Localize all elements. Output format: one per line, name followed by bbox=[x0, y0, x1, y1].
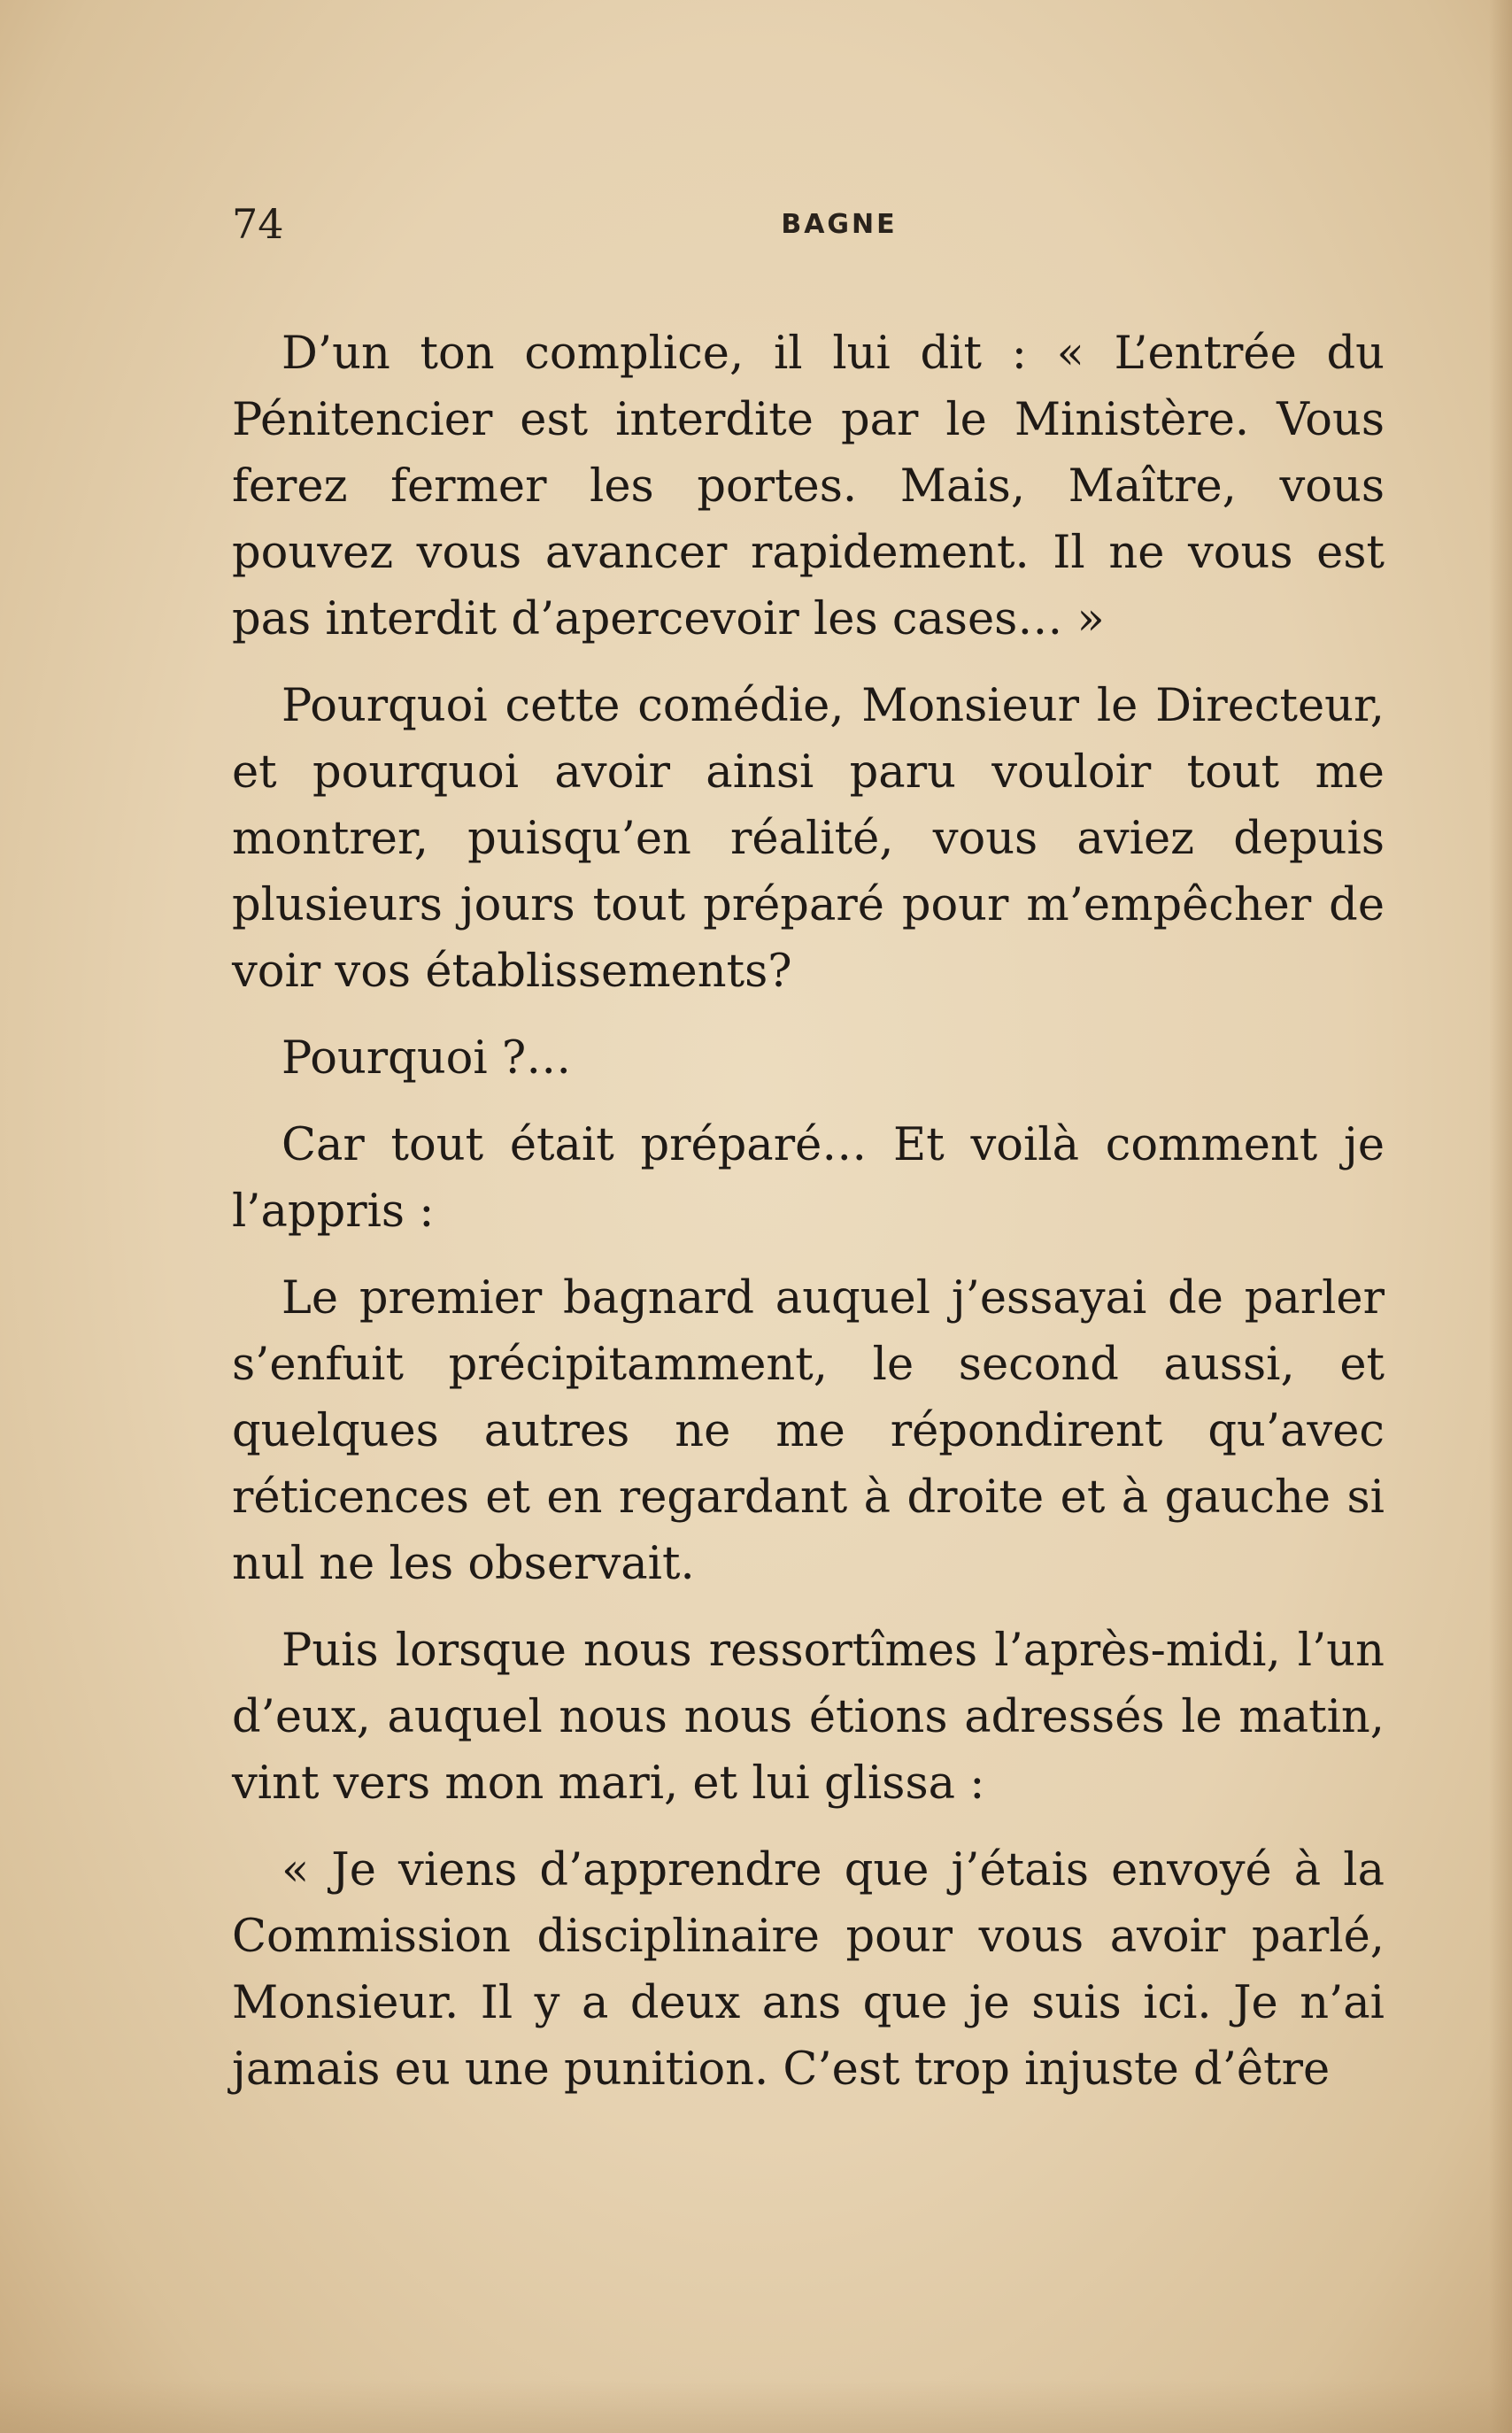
running-title: BAGNE bbox=[781, 209, 898, 240]
page-bottom-shadow bbox=[0, 2380, 1512, 2433]
page-edge-shadow bbox=[1489, 0, 1512, 2433]
paragraph: Puis lorsque nous ressortîmes l’après-midi, l’un d’eux, auquel nous nous étions adressés le matin, vint vers mon mari, et lui glissa : bbox=[232, 1625, 1385, 1810]
paragraph: Pourquoi cette comédie, Monsieur le Directeur, et pourquoi avoir ainsi paru vouloir tout me montrer, puisqu’en réalité, vous aviez depuis plusieurs jours tout préparé pour m’empêcher de voir vos établissements? bbox=[232, 680, 1385, 998]
paragraph: « Je viens d’apprendre que j’étais envoyé à la Commission disciplinaire pour vous avoir parlé, Monsieur. Il y a deux ans que je suis ici. Je n’ai jamais eu une punition. C’est trop injuste d’être bbox=[232, 1844, 1385, 2096]
paragraph: D’un ton complice, il lui dit : « L’entrée du Pénitencier est interdite par le Ministère. Vous ferez fermer les portes. Mais, Maître, vous pouvez vous avancer rapidement. Il ne vous est pas interdit d’apercevoir les cases… » bbox=[232, 328, 1385, 645]
paragraph: Pourquoi ?… bbox=[282, 1032, 572, 1085]
body-text bbox=[232, 321, 1385, 2123]
paragraph: Car tout était préparé… Et voilà comment je l’appris : bbox=[232, 1119, 1385, 1238]
page-header bbox=[232, 197, 1385, 259]
page-number: 74 bbox=[232, 200, 284, 248]
paragraph: Le premier bagnard auquel j’essayai de parler s’enfuit précipitamment, le second aussi, et quelques autres ne me répondirent qu’avec réticences et en regardant à droite et à gauche si nul ne les observait. bbox=[232, 1272, 1385, 1590]
